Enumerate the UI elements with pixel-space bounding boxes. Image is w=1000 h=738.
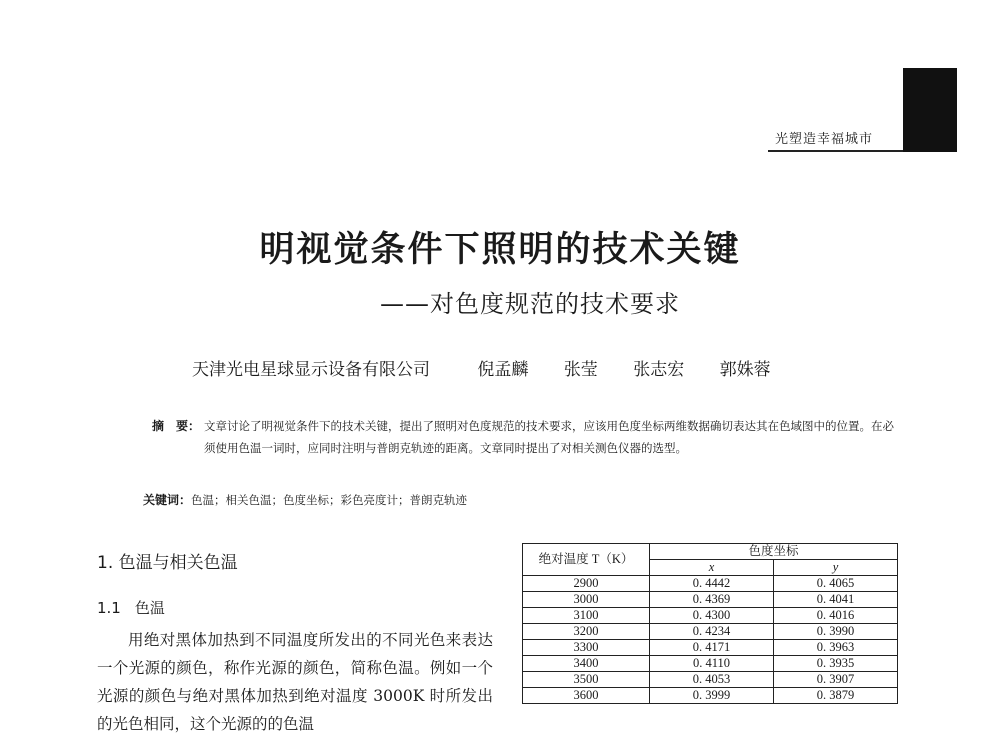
subsection-number: 1.1 (97, 599, 121, 617)
author-name: 倪孟麟 (477, 360, 529, 380)
table-row (523, 688, 898, 704)
paragraph-text: 用绝对黑体加热到不同温度所发出的不同光色来表达一个光源的颜色，称作光源的颜色，简称色温。例如一个光源的颜色与绝对黑体加热到绝对温度 3000K 时所发出的光色相同，这个光源的的色温 (97, 631, 493, 733)
author-line (192, 355, 801, 380)
table-cell-y: 0. 3990 (774, 624, 898, 640)
table-cell-temperature: 3000 (523, 592, 650, 608)
table-header-temperature: 绝对温度 T（K） (523, 544, 650, 576)
chromaticity-table (522, 543, 898, 704)
section-heading: 1. 色温与相关色温 (97, 553, 238, 573)
table-header-coordinates: 色度坐标 (650, 544, 898, 560)
table-cell-x: 0. 4442 (650, 576, 774, 592)
abstract-text: 文章讨论了明视觉条件下的技术关键，提出了照明对色度规范的技术要求，应该用色度坐标两维数据确切表达其在色域图中的位置。在必须使用色温一词时，应同时注明与普朗克轨迹的距离。文章同时提出了对相关测色仪器的选型。 (204, 419, 894, 455)
author-name: 张志宏 (633, 360, 685, 380)
keywords-label: 关键词： (143, 493, 192, 507)
table-row (523, 640, 898, 656)
table-cell-y: 0. 3879 (774, 688, 898, 704)
author-name: 张莹 (563, 360, 598, 380)
body-paragraph (97, 626, 493, 738)
running-header: 光塑造幸福城市 (775, 132, 874, 147)
table-cell-y: 0. 3907 (774, 672, 898, 688)
header-rule (768, 150, 903, 152)
table-cell-y: 0. 3963 (774, 640, 898, 656)
table-cell-x: 0. 4300 (650, 608, 774, 624)
author-organization: 天津光电星球显示设备有限公司 (192, 360, 430, 380)
table-cell-x: 0. 4369 (650, 592, 774, 608)
keywords (143, 491, 467, 508)
table-row (523, 576, 898, 592)
table-row (523, 608, 898, 624)
table-cell-x: 0. 3999 (650, 688, 774, 704)
page-edge-tab (903, 68, 957, 152)
table-row (523, 592, 898, 608)
table-cell-temperature: 3200 (523, 624, 650, 640)
table-cell-y: 0. 4065 (774, 576, 898, 592)
author-name: 郭姝蓉 (719, 360, 771, 380)
table-cell-x: 0. 4110 (650, 656, 774, 672)
table-row (523, 656, 898, 672)
article-subtitle: ——对色度规范的技术要求 (380, 290, 680, 318)
table-cell-temperature: 3300 (523, 640, 650, 656)
subsection-heading (97, 597, 165, 618)
table-cell-x: 0. 4234 (650, 624, 774, 640)
table-header-y: y (774, 560, 898, 576)
table-cell-temperature: 3600 (523, 688, 650, 704)
table-cell-x: 0. 4053 (650, 672, 774, 688)
table-cell-y: 0. 4041 (774, 592, 898, 608)
table-row (523, 672, 898, 688)
keywords-text: 色温；相关色温；色度坐标；彩色亮度计；普朗克轨迹 (191, 493, 468, 507)
table-cell-y: 0. 4016 (774, 608, 898, 624)
table-cell-temperature: 3400 (523, 656, 650, 672)
table-cell-x: 0. 4171 (650, 640, 774, 656)
table-row (523, 624, 898, 640)
subsection-title: 色温 (134, 599, 165, 617)
table-cell-temperature: 3100 (523, 608, 650, 624)
table-cell-y: 0. 3935 (774, 656, 898, 672)
table-cell-temperature: 3500 (523, 672, 650, 688)
article-title: 明视觉条件下照明的技术关键 (259, 230, 741, 270)
abstract-label: 摘 要： (152, 419, 201, 433)
table-cell-temperature: 2900 (523, 576, 650, 592)
table-header-x: x (650, 560, 774, 576)
